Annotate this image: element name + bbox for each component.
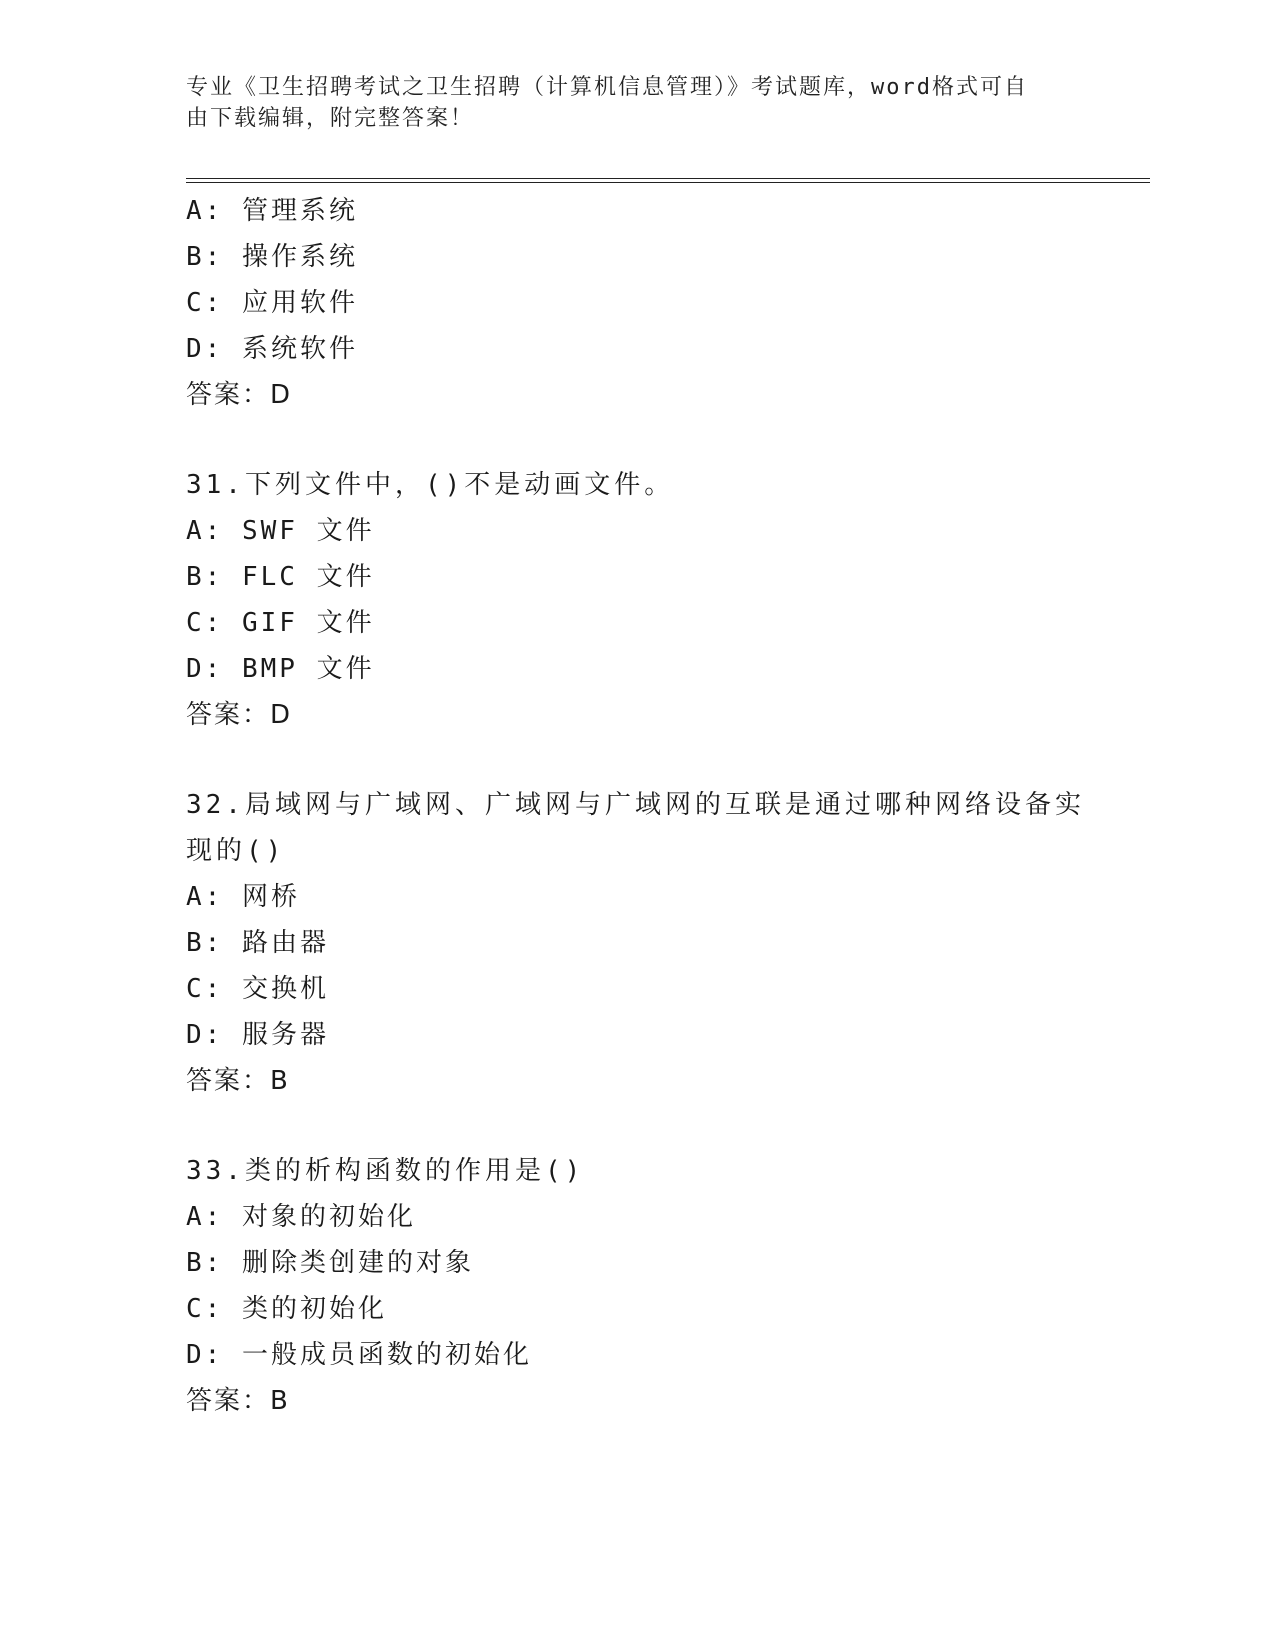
option-c: C: 类的初始化: [186, 1294, 387, 1324]
document-header: [186, 72, 1066, 134]
answer-line: 答案：D: [186, 700, 293, 730]
spacer: [186, 418, 1086, 462]
option-c: C: GIF 文件: [186, 608, 375, 638]
header-divider-bottom: [186, 182, 1150, 183]
question-text: 32.局域网与广域网、广域网与广域网的互联是通过哪种网络设备实现的(): [186, 790, 1085, 866]
header-divider-top: [186, 178, 1150, 179]
option-a: A: SWF 文件: [186, 516, 375, 546]
header-line-2: 由下载编辑，附完整答案！: [186, 106, 475, 131]
option-c: C: 交换机: [186, 974, 329, 1004]
spacer: [186, 1104, 1086, 1148]
option-d: D: 一般成员函数的初始化: [186, 1340, 532, 1370]
option-b: B: 路由器: [186, 928, 329, 958]
answer-line: 答案：D: [186, 380, 293, 410]
option-c: C: 应用软件: [186, 288, 358, 318]
question-text: 33.类的析构函数的作用是(): [186, 1156, 585, 1186]
option-d: D: 服务器: [186, 1020, 329, 1050]
question-block-32: [186, 782, 1086, 1104]
spacer: [186, 738, 1086, 782]
option-b: B: 删除类创建的对象: [186, 1248, 474, 1278]
question-block-33: [186, 1148, 1086, 1424]
option-d: D: BMP 文件: [186, 654, 375, 684]
question-block-30: [186, 188, 1086, 418]
option-b: B: FLC 文件: [186, 562, 375, 592]
answer-line: 答案：B: [186, 1066, 290, 1096]
option-d: D: 系统软件: [186, 334, 358, 364]
question-list: [186, 188, 1086, 1424]
question-text: 31.下列文件中，()不是动画文件。: [186, 470, 675, 500]
option-a: A: 对象的初始化: [186, 1202, 416, 1232]
option-a: A: 网桥: [186, 882, 300, 912]
question-block-31: [186, 462, 1086, 738]
option-b: B: 操作系统: [186, 242, 358, 272]
header-line-1: 专业《卫生招聘考试之卫生招聘（计算机信息管理）》考试题库，word格式可自: [186, 75, 1028, 100]
option-a: A: 管理系统: [186, 196, 358, 226]
answer-line: 答案：B: [186, 1386, 290, 1416]
